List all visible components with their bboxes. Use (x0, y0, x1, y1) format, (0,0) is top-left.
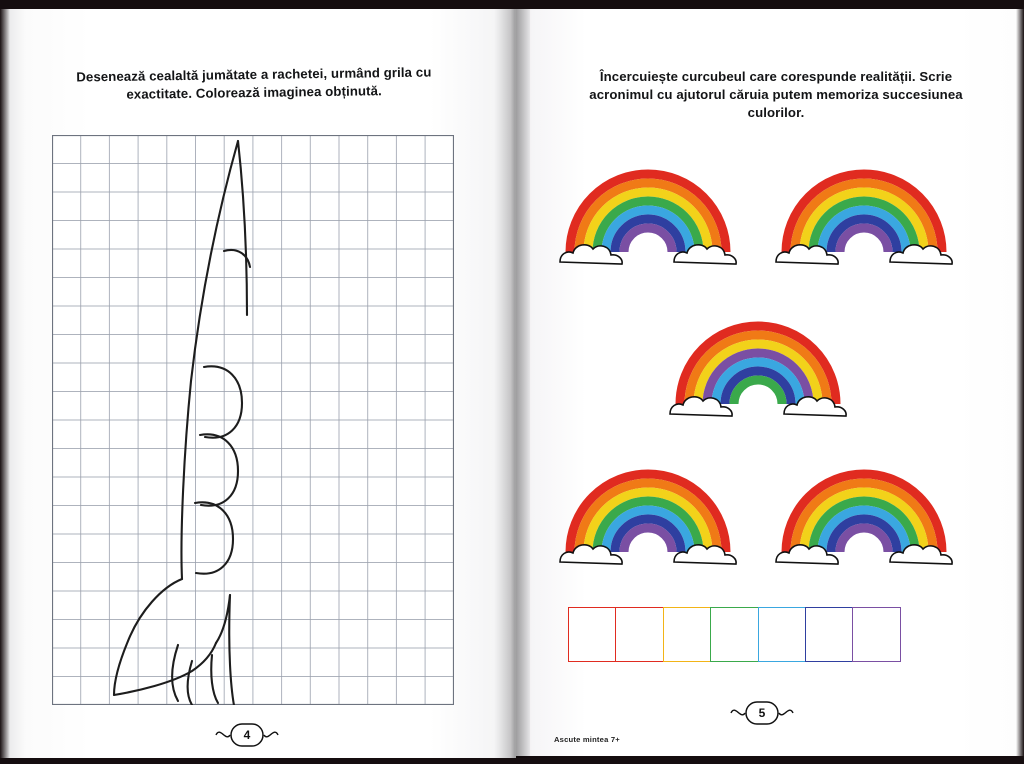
answer-box-2[interactable] (615, 607, 664, 662)
rainbow-4[interactable] (558, 440, 738, 575)
answer-box-5[interactable] (758, 607, 807, 662)
left-page (0, 8, 516, 760)
answer-box-3[interactable] (663, 607, 712, 662)
right-page (516, 0, 1024, 756)
rainbow-1[interactable] (558, 140, 738, 275)
answer-box-7[interactable] (852, 607, 901, 662)
page-number-left: 4 (243, 728, 251, 742)
rainbow-5[interactable] (774, 440, 954, 575)
page-number-badge-right (727, 698, 797, 728)
answer-box-4[interactable] (710, 607, 759, 662)
left-page-instruction: Desenează cealaltă jumătate a rachetei, urmând grila cu exactitate. Colorează imaginea obținută. (76, 64, 432, 102)
drawing-grid[interactable] (52, 135, 454, 705)
footer-series-note: Ascute mintea 7+ (554, 735, 620, 744)
page-number-right: 5 (758, 706, 766, 720)
answer-box-1[interactable] (568, 607, 617, 662)
right-page-instruction: Încercuiește curcubeul care corespunde realității. Scrie acronimul cu ajutorul căruia putem memoriza succesiunea culorilor. (589, 69, 963, 121)
rainbow-2[interactable] (774, 140, 954, 275)
rainbow-3[interactable] (668, 292, 848, 427)
page-number-badge-left (212, 720, 282, 750)
answer-box-6[interactable] (805, 607, 854, 662)
acronym-answer-boxes[interactable] (568, 607, 900, 662)
